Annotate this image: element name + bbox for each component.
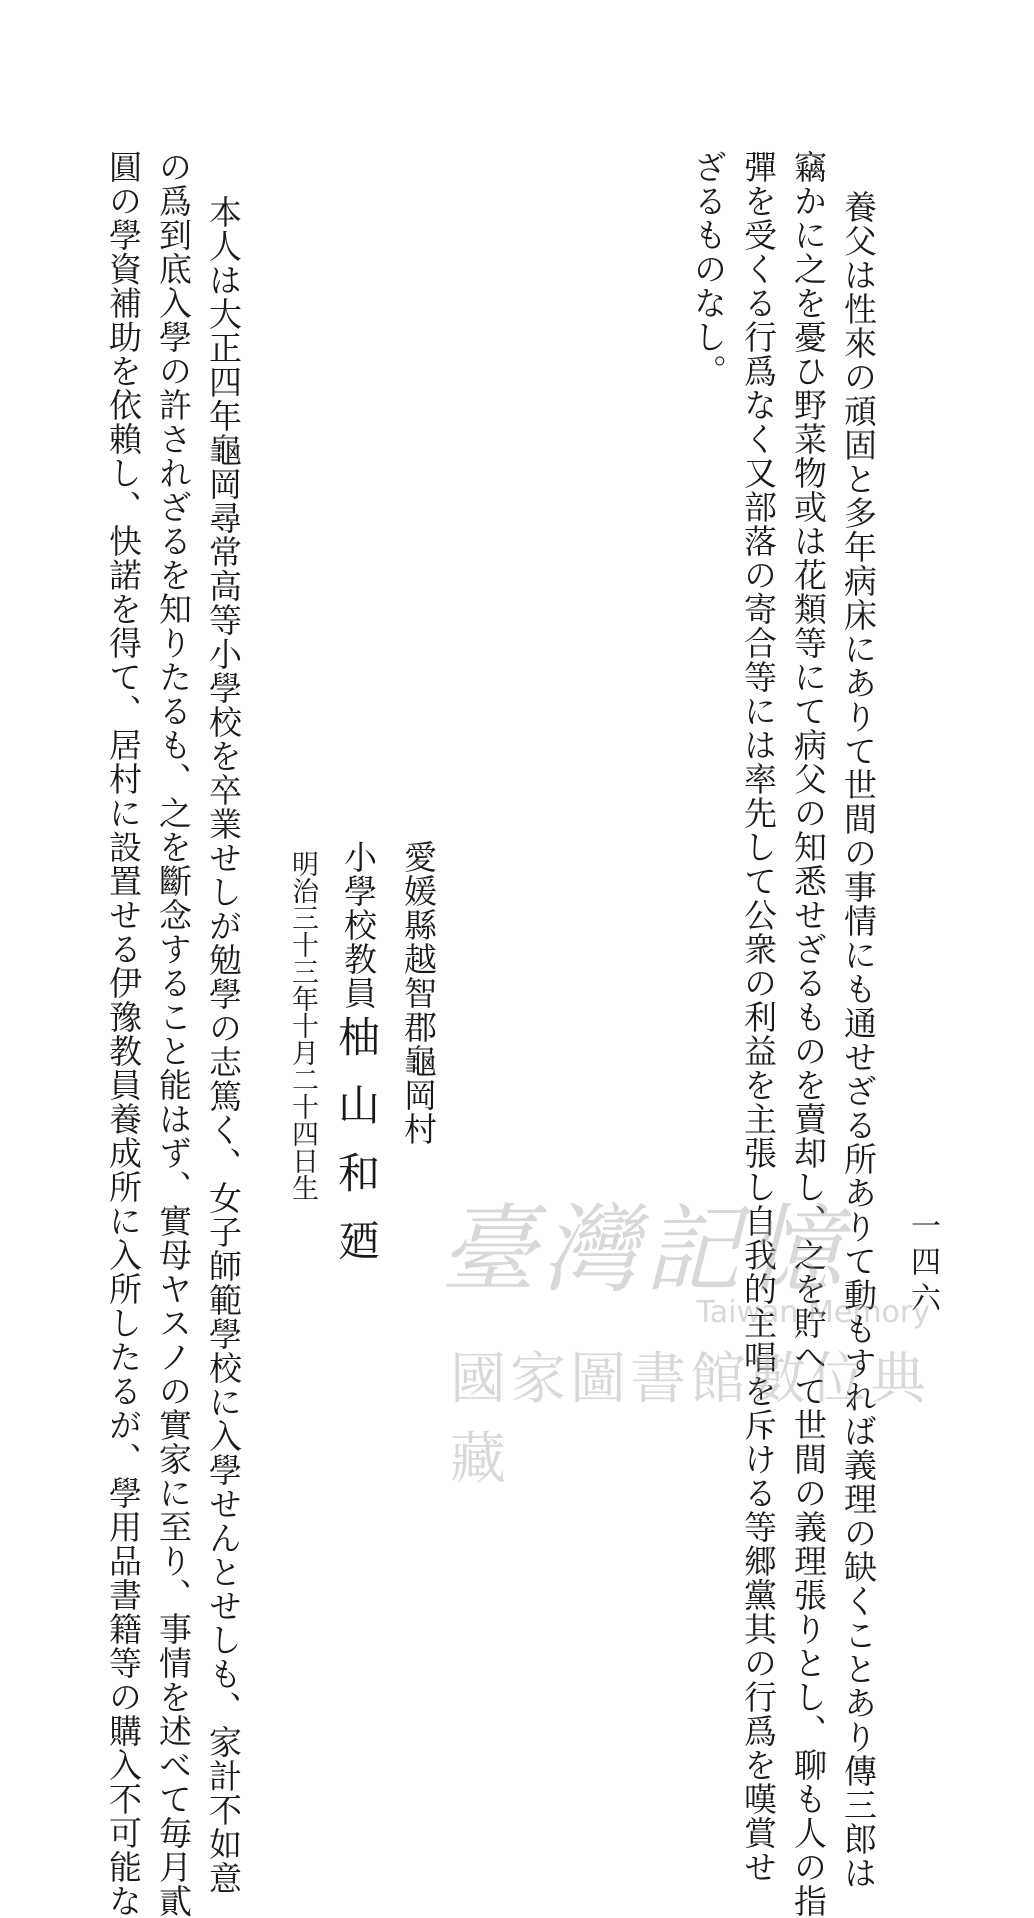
paragraph-1-line-4: ざるものなし。 bbox=[689, 150, 728, 388]
paragraph-2-line-3: 圓の學資補助を依賴し、快諾を得て、居村に設置せる伊豫教員養成所に入所したるが、學用品書籍等の購入不可能な bbox=[104, 150, 143, 1918]
address: 愛媛縣越智郡龜岡村 bbox=[399, 840, 438, 1146]
paragraph-1-line-3: 彈を受くる行爲なく又部落の寄合等には率先して公衆の利益を主張し自我的主唱を斥ける等郷黨其の行爲を嘆賞せ bbox=[739, 150, 778, 1884]
paragraph-2-line-1: 本人は大正四年龜岡尋常高等小學校を卒業せしが勉學の志篤く、女子師範學校に入學せんとせしも、家計不如意 bbox=[204, 195, 243, 1895]
watermark bbox=[440, 1194, 950, 1492]
paragraph-2-line-2: の爲到底入學の許されざるを知りたるも、之を斷念すること能はず、實母ヤスノの實家に至り、事情を述べて毎月貳 bbox=[154, 150, 193, 1918]
paragraph-1-line-2: 竊かに之を憂ひ野菜物或は花類等にて病父の知悉せざるものを賣却し、之を貯へて世間の義理張りとし、聊も人の指 bbox=[789, 150, 828, 1918]
person-name: 柚山和廼 bbox=[332, 1015, 381, 1287]
watermark-chinese: 國家圖書館數位典藏 bbox=[450, 1347, 930, 1492]
watermark-english: Taiwan Memory bbox=[696, 1295, 930, 1330]
page-number: 一四六 bbox=[905, 1210, 940, 1318]
birth-date: 明治三十三年十月二十四日生 bbox=[287, 850, 318, 1201]
paragraph-1-line-1: 養父は性來の頑固と多年病床にありて世間の事情にも通せざる所ありて動もすれば義理の缺くことあり傳三郎は bbox=[839, 190, 878, 1890]
occupation: 小學校教員 bbox=[339, 840, 378, 1010]
watermark-logo: 臺灣記憶 bbox=[440, 1194, 848, 1306]
